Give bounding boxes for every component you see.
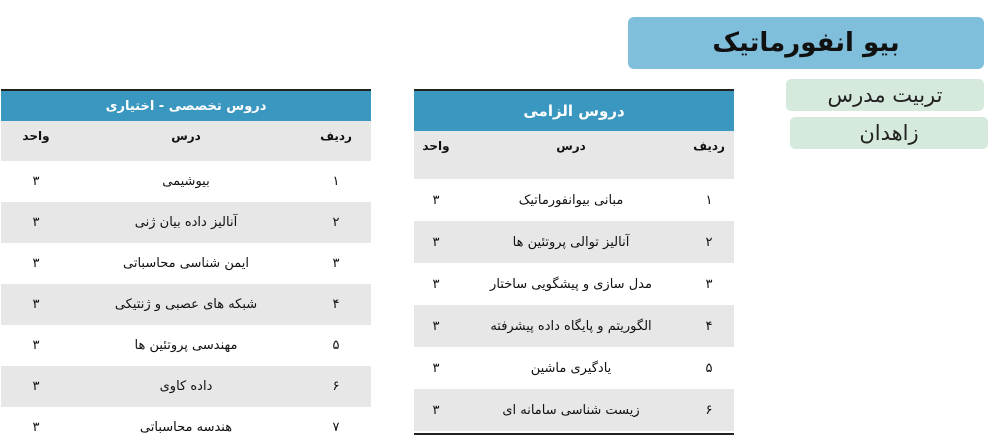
elective-table-title: دروس تخصصی - اختیاری — [1, 89, 371, 121]
table-row — [1, 243, 371, 284]
column-units: واحد — [22, 129, 50, 143]
row-number: ۷ — [332, 420, 340, 435]
mandatory-column-headers — [414, 131, 734, 179]
course-name: هندسه محاسباتی — [139, 420, 233, 435]
course-name: مهندسی پروتئین ها — [134, 338, 238, 353]
table-row — [1, 202, 371, 243]
mandatory-table-title: دروس الزامی — [414, 89, 734, 131]
mandatory-courses-table — [414, 89, 734, 435]
row-number: ۲ — [332, 215, 340, 230]
table-row — [414, 179, 734, 221]
column-course: درس — [171, 129, 201, 143]
column-units: واحد — [422, 139, 450, 153]
table-row — [414, 389, 734, 431]
page-title: بیو انفورماتیک — [628, 17, 984, 69]
row-number: ۲ — [705, 234, 713, 250]
table-row — [414, 263, 734, 305]
university-tag-zahedan: زاهدان — [790, 117, 988, 149]
row-number: ۵ — [705, 360, 713, 376]
course-name: شبکه های عصبی و ژنتیکی — [114, 297, 258, 312]
course-units: ۳ — [32, 379, 40, 394]
course-units: ۳ — [32, 420, 40, 435]
table-row — [1, 161, 371, 202]
course-name: مدل سازی و پیشگویی ساختار — [490, 276, 652, 292]
row-number: ۶ — [705, 402, 713, 418]
course-name: ایمن شناسی محاسباتی — [123, 256, 249, 271]
course-units: ۳ — [32, 215, 40, 230]
course-units: ۳ — [432, 402, 440, 418]
row-number: ۵ — [332, 338, 340, 353]
course-name: آنالیز توالی پروتئین ها — [512, 234, 630, 250]
course-name: آنالیز داده بیان ژنی — [134, 215, 238, 230]
elective-courses-table — [1, 89, 371, 448]
course-units: ۳ — [432, 276, 440, 292]
course-units: ۳ — [432, 192, 440, 208]
course-units: ۳ — [432, 360, 440, 376]
row-number: ۴ — [705, 318, 713, 334]
course-units: ۳ — [432, 234, 440, 250]
course-name: الگوریتم و پایگاه داده پیشرفته — [490, 318, 652, 334]
course-units: ۳ — [32, 297, 40, 312]
course-units: ۳ — [32, 256, 40, 271]
table-row — [414, 347, 734, 389]
elective-column-headers — [1, 121, 371, 161]
course-units: ۳ — [32, 174, 40, 189]
column-row: ردیف — [693, 139, 725, 153]
table-row — [414, 221, 734, 263]
column-row: ردیف — [320, 129, 352, 143]
row-number: ۴ — [332, 297, 340, 312]
table-bottom-border — [414, 431, 734, 435]
row-number: ۱ — [705, 192, 713, 208]
row-number: ۳ — [705, 276, 713, 292]
table-row — [1, 284, 371, 325]
row-number: ۳ — [332, 256, 340, 271]
table-row — [1, 407, 371, 448]
row-number: ۱ — [332, 174, 340, 189]
course-name: بیوشیمی — [162, 174, 210, 189]
table-row — [414, 305, 734, 347]
course-name: زیست شناسی سامانه ای — [502, 402, 640, 418]
course-name: داده کاوی — [159, 379, 213, 394]
table-row — [1, 325, 371, 366]
course-name: یادگیری ماشین — [530, 360, 612, 376]
university-tag-tarbiat-modares: تربیت مدرس — [786, 79, 984, 111]
course-units: ۳ — [32, 338, 40, 353]
table-row — [1, 366, 371, 407]
row-number: ۶ — [332, 379, 340, 394]
column-course: درس — [556, 139, 586, 153]
course-units: ۳ — [432, 318, 440, 334]
course-name: مبانی بیوانفورماتیک — [518, 192, 624, 208]
